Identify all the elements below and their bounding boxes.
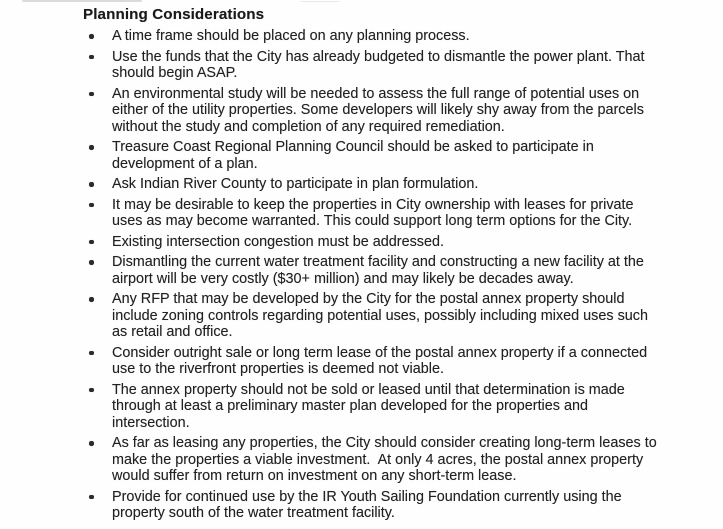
list-item-line: development of a plan. bbox=[112, 155, 258, 172]
list-item-line: should begin ASAP. bbox=[112, 65, 238, 81]
list-item bbox=[83, 86, 703, 136]
list-item-line: intersection. bbox=[112, 414, 190, 431]
list-item bbox=[83, 254, 703, 287]
list-item-line: use to the riverfront properties is deemed not viable. bbox=[112, 361, 444, 377]
list-item-line: Treasure Coast Regional Planning Council should be asked to participate in bbox=[112, 139, 594, 155]
list-item bbox=[83, 345, 703, 378]
list-item-line: Provide for continued use by the IR Youth Sailing Foundation currently using the bbox=[112, 488, 622, 505]
list-item-line: Consider outright sale or long term lease of the postal annex property if a connected bbox=[112, 344, 648, 361]
list-item bbox=[83, 176, 703, 193]
list-item-line: Ask Indian River County to participate in plan formulation. bbox=[112, 176, 479, 192]
list-item bbox=[83, 49, 703, 82]
list-item bbox=[83, 382, 703, 432]
list-item-line: The annex property should not be sold or leased until that determination is made bbox=[112, 381, 625, 398]
list-item-line: as retail and office. bbox=[112, 324, 233, 340]
list-item-line: Use the funds that the City has already budgeted to dismantle the power plant. That bbox=[112, 48, 645, 65]
list-item-line: Existing intersection congestion must be addressed. bbox=[112, 233, 444, 250]
list-item bbox=[83, 291, 703, 341]
list-item-line: include zoning controls regarding potential uses, possibly including mixed uses such bbox=[112, 307, 648, 324]
list-item bbox=[83, 197, 703, 230]
list-item-line: A time frame should be placed on any planning process. bbox=[112, 28, 470, 44]
list-item-line: uses as may become warranted. This could support long term options for the City. bbox=[112, 213, 633, 229]
page-title: Planning Considerations bbox=[83, 6, 265, 23]
bullet-list bbox=[83, 28, 703, 522]
list-item bbox=[83, 234, 703, 251]
list-item bbox=[83, 435, 703, 485]
list-item-line: Dismantling the current water treatment facility and constructing a new facility at the bbox=[112, 254, 644, 270]
list-item-line: It may be desirable to keep the properties in City ownership with leases for private bbox=[112, 196, 634, 213]
list-item-line: make the properties a viable investment. At only 4 acres, the postal annex property bbox=[112, 451, 644, 468]
list-item-line: As far as leasing any properties, the City should consider creating long-term leases to bbox=[112, 435, 657, 451]
list-item-line: property south of the water treatment facility. bbox=[112, 505, 395, 521]
list-item-line: without the study and completion of any required remediation. bbox=[112, 118, 505, 135]
list-item-line: through at least a preliminary master plan developed for the properties and bbox=[112, 398, 588, 414]
list-item-line: either of the utility properties. Some developers will likely shy away from the parcels bbox=[112, 102, 644, 118]
list-item-line: would suffer from return on investment on any short-term lease. bbox=[112, 468, 517, 484]
list-item bbox=[83, 489, 703, 522]
list-item bbox=[83, 28, 703, 45]
list-item-line: An environmental study will be needed to assess the full range of potential uses on bbox=[112, 85, 640, 102]
list-item-line: airport will be very costly ($30+ million) and may likely be decades away. bbox=[112, 270, 574, 287]
list-item-line: Any RFP that may be developed by the City for the postal annex property should bbox=[112, 291, 625, 307]
list-item bbox=[83, 139, 703, 172]
